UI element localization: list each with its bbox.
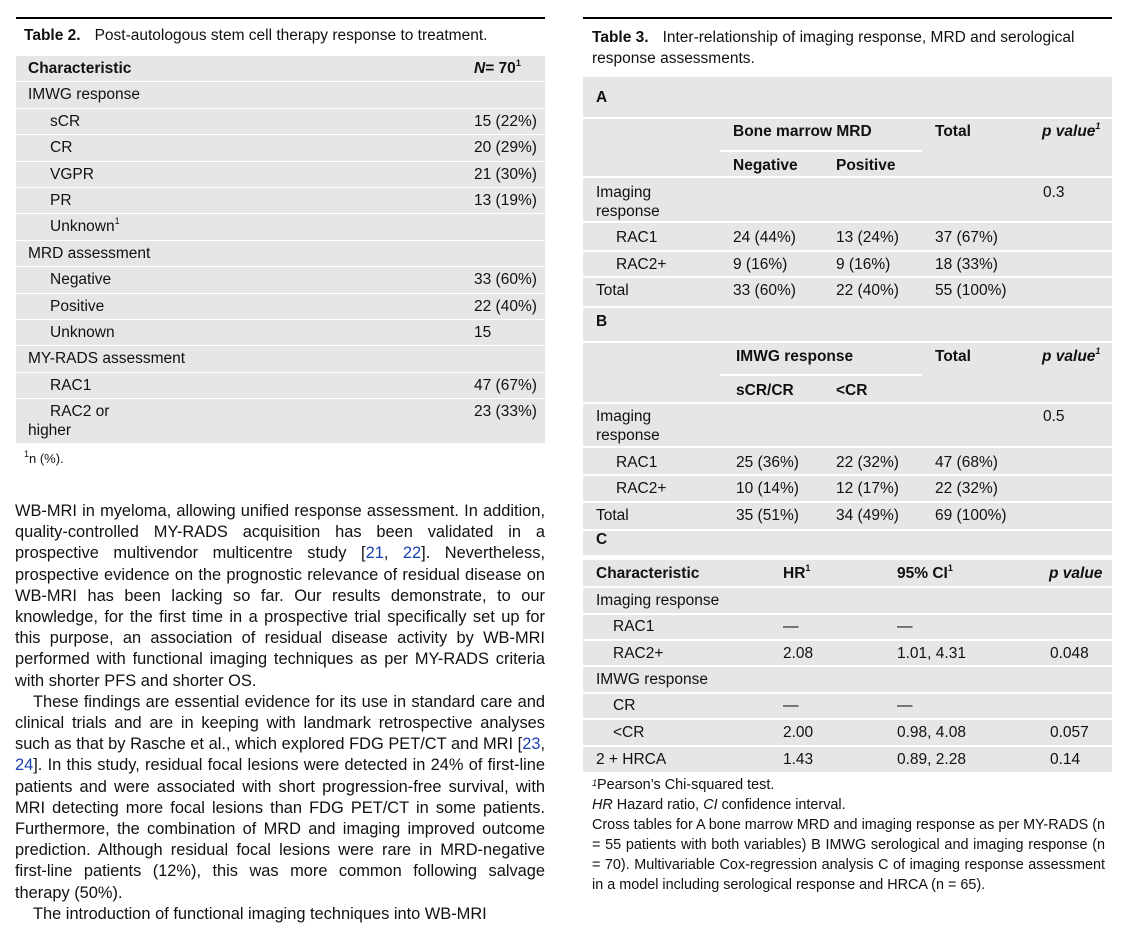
table3-notes: [592, 775, 1105, 895]
row-label: CR: [613, 697, 636, 714]
table2-label: Table 2.: [24, 27, 81, 44]
subheader: Negative: [733, 157, 798, 174]
row-label: [50, 218, 120, 236]
row-label: MRD assessment: [28, 244, 151, 262]
row-label: Positive: [50, 297, 105, 315]
cell: 2.00: [783, 724, 814, 741]
table3-caption-text: Inter-relationship of imaging response, MRD and serological response assessments.: [592, 29, 1075, 67]
cell: 1.43: [783, 751, 814, 768]
row-label-text: Unknown: [50, 218, 115, 236]
cell: 1.01, 4.31: [897, 645, 966, 662]
subheader: <CR: [836, 382, 868, 399]
row-value: 33 (60%): [474, 271, 537, 289]
cell: —: [897, 697, 913, 714]
cell: 18 (33%): [935, 256, 998, 273]
table3-top-rule: [583, 17, 1112, 19]
cell: 0.048: [1050, 645, 1089, 662]
citation-link[interactable]: 21: [365, 544, 384, 563]
note-line: Cross tables for A bone marrow MRD and imaging response as per MY-RADS (n = 55 patients with both variables) B IMWG serological and imaging response (n = 70). Multivariable Cox-regression analysis C of imaging response assessment in a model including serological response and HRCA (n = 65).: [592, 817, 1105, 893]
row-label: IMWG response: [596, 671, 708, 688]
cell: —: [897, 618, 913, 635]
row-label: Imaging response: [596, 592, 720, 609]
cell: 35 (51%): [736, 507, 799, 524]
cell: 33 (60%): [733, 282, 796, 299]
imaging-label: Imaging: [596, 184, 652, 201]
table-row: [16, 373, 545, 399]
table3-label: Table 3.: [592, 29, 649, 46]
table2-header-n: [474, 60, 521, 78]
row-value: 15 (22%): [474, 112, 537, 130]
table-row: [16, 162, 545, 188]
cell: 0.89, 2.28: [897, 751, 966, 768]
cell: 37 (67%): [935, 229, 998, 246]
table2-header-n-prefix: N: [474, 60, 486, 77]
row-value: 20 (29%): [474, 139, 537, 157]
table-row: [16, 399, 545, 443]
cell: 10 (14%): [736, 480, 799, 497]
c-header-characteristic: Characteristic: [596, 565, 700, 582]
table3-caption: [592, 27, 1107, 69]
table2-header-row: [16, 56, 545, 82]
cell: 0.98, 4.08: [897, 724, 966, 741]
row-value: 23 (33%): [474, 403, 537, 421]
row-value: 21 (30%): [474, 165, 537, 183]
row-label: Total: [596, 507, 629, 524]
cell: —: [783, 618, 799, 635]
row-label: Unknown: [50, 323, 115, 341]
row-value: 13 (19%): [474, 191, 537, 209]
row-label: Negative: [50, 271, 112, 289]
cell: 55 (100%): [935, 282, 1007, 299]
row-value: 15: [474, 323, 492, 341]
row-label: RAC1: [50, 376, 92, 394]
row-label: Total: [596, 282, 629, 299]
table-row: [16, 346, 545, 372]
table2-footnote-sup: 1: [24, 449, 30, 459]
cell: 34 (49%): [836, 507, 899, 524]
table-row: [16, 109, 545, 135]
pvalue-header: p value$^1$: [1042, 121, 1101, 140]
table-row: [16, 241, 545, 267]
imaging-p: 0.5: [1043, 408, 1065, 425]
row-label: MY-RADS assessment: [28, 350, 186, 368]
table-row: [16, 188, 545, 214]
row-label: RAC1: [613, 618, 655, 635]
section-letter-b: B: [596, 313, 608, 330]
cell: 22 (32%): [836, 454, 899, 471]
table-row: [16, 135, 545, 161]
imaging-label: response: [596, 427, 660, 444]
table-row: [16, 320, 545, 346]
imaging-label: response: [596, 203, 660, 220]
table2-header-n-sup: 1: [515, 58, 521, 68]
body-text: [15, 501, 545, 925]
section-letter-c: C: [596, 531, 608, 548]
pvalue-header: p value$^1$: [1042, 346, 1101, 365]
row-label-sup: 1: [114, 216, 120, 227]
cell: 22 (40%): [836, 282, 899, 299]
row-value: 22 (40%): [474, 297, 537, 315]
c-header-p: p value: [1049, 565, 1103, 582]
table2-caption-text: Post-autologous stem cell therapy response to treatment.: [94, 27, 488, 44]
row-label: IMWG response: [28, 86, 140, 104]
cell: 47 (68%): [935, 454, 998, 471]
table2-top-rule: [16, 17, 545, 19]
c-header-hr: $HR^1$: [783, 563, 811, 582]
table-row: [16, 267, 545, 293]
subheader: sCR/CR: [736, 382, 794, 399]
note-line: HR Hazard ratio, CI confidence interval.: [592, 797, 846, 813]
table2: [16, 56, 545, 443]
group-header: IMWG response: [736, 348, 854, 365]
row-label: <CR: [613, 724, 645, 741]
table2-caption: [24, 27, 487, 45]
section-letter-a: A: [596, 89, 608, 106]
cell: 0.057: [1050, 724, 1089, 741]
row-label-line2: higher: [28, 422, 72, 440]
table2-header-characteristic: Characteristic: [28, 60, 132, 77]
cell: 69 (100%): [935, 507, 1007, 524]
citation-link[interactable]: 22: [402, 544, 422, 563]
citation-link[interactable]: 23: [522, 735, 541, 754]
paragraph: WB-MRI in myeloma, allowing unified response assessment. In addition, quality-controlled MY-RADS acquisition has been validated in a prospective multivendor multicentre study [21, 22]. Nevertheless, prospective evidence on the prognostic relevance of residual disease on WB-MRI has been lacking so far. Our results demonstrate, to our knowledge, for the first time in a prospective trial specifically set up for this purpose, an association of residual disease activity by WB-MRI performed with functional imaging techniques as per MY-RADS criteria with shorter PFS and shorter OS.: [15, 502, 545, 690]
total-header: Total: [935, 348, 971, 365]
table-row: [16, 214, 545, 240]
row-label: RAC1: [616, 229, 658, 246]
paragraph: The introduction of functional imaging techniques into WB-MRI: [33, 904, 487, 923]
table2-footnote: [24, 451, 64, 466]
c-header-ci: 95% $CI^1$: [897, 563, 953, 582]
cell: 9 (16%): [836, 256, 891, 273]
table2-header-n-value: = 70: [485, 60, 516, 77]
cell: 2.08: [783, 645, 814, 662]
citation-link[interactable]: 24: [15, 756, 34, 775]
row-label: CR: [50, 139, 73, 157]
paragraph: These findings are essential evidence for its use in standard care and clinical trials and are in keeping with landmark retrospective analyses such as that by Rasche et al., which explored FDG PET/CT and MRI [23, 24]. In this study, residual focal lesions were detected in 24% of first-line patients and were associated with short progression-free survival, with MRI detecting more focal lesions than FDG PET/CT in some patients. Furthermore, the combination of MRD and imaging improved outcome prediction. Although residual focal lesions were rare in MRD-negative first-line patients (12%), this was more common following salvage therapy (50%).: [15, 692, 545, 902]
cell: —: [783, 697, 799, 714]
row-label: RAC1: [616, 454, 658, 471]
row-label: RAC2+: [616, 480, 667, 497]
row-label: 2 + HRCA: [596, 751, 667, 768]
table2-footnote-text: n (%).: [29, 451, 64, 466]
cell: 9 (16%): [733, 256, 788, 273]
cell: 25 (36%): [736, 454, 799, 471]
cell: 12 (17%): [836, 480, 899, 497]
note-line: $^1$Pearson’s Chi-squared test.: [592, 777, 775, 793]
cell: 24 (44%): [733, 229, 796, 246]
imaging-p: 0.3: [1043, 184, 1065, 201]
row-label-line1: RAC2 or: [50, 403, 110, 421]
row-label: VGPR: [50, 165, 94, 183]
imaging-label: Imaging: [596, 408, 652, 425]
total-header: Total: [935, 123, 971, 140]
cell: 13 (24%): [836, 229, 899, 246]
group-header: Bone marrow MRD: [733, 123, 872, 140]
table-row: [16, 82, 545, 108]
row-label: sCR: [50, 112, 81, 130]
row-label: PR: [50, 191, 72, 209]
subheader: Positive: [836, 157, 896, 174]
cell: 22 (32%): [935, 480, 998, 497]
row-value: 47 (67%): [474, 376, 537, 394]
cell: 0.14: [1050, 751, 1081, 768]
row-label: RAC2+: [613, 645, 664, 662]
table-row: [16, 294, 545, 320]
row-label: RAC2+: [616, 256, 667, 273]
